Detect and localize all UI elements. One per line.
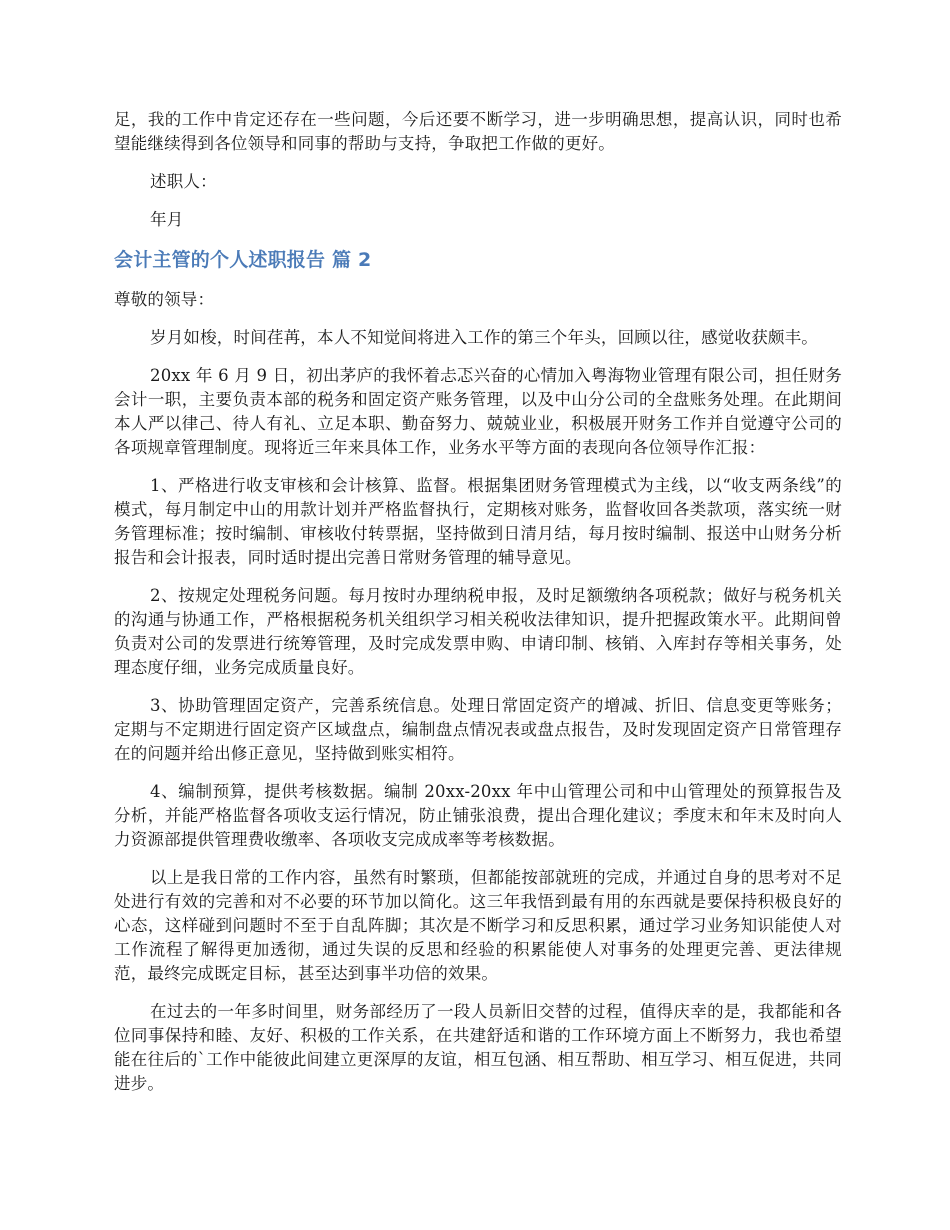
body-paragraph-item-1: 1、严格进行收支审核和会计核算、监督。根据集团财务管理模式为主线，以“收支两条线”的模式，每月制定中山的用款计划并严格监督执行，定期核对账务，监督收回各类款项，落实统一财务管理标准；按时编制、审核收付转票据，坚持做到日清月结，每月按时编制、报送中山财务分析报告和会计报表，同时适时提出完善日常财务管理的辅导意见。: [114, 476, 842, 567]
body-paragraph-item-2: 2、按规定处理税务问题。每月按时办理纳税申报，及时足额缴纳各项税款；做好与税务机关的沟通与协通工作，严格根据税务机关组织学习相关税收法律知识，提升把握政策水平。此期间曾负责对公司的发票进行统筹管理，及时完成发票申购、申请印制、核销、入库封存等相关事务，处理态度仔细，业务完成质量良好。: [114, 586, 842, 677]
intro-continuation-paragraph: 足，我的工作中肯定还存在一些问题，今后还要不断学习，进一步明确思想，提高认识，同时也希望能继续得到各位领导和同事的帮助与支持，争取把工作做的更好。: [114, 110, 842, 153]
body-paragraph-item-3: 3、协助管理固定资产，完善系统信息。处理日常固定资产的增减、折旧、信息变更等账务；定期与不定期进行固定资产区域盘点，编制盘点情况表或盘点报告，及时发现固定资产日常管理存在的问题并给出修正意见，坚持做到账实相符。: [114, 696, 842, 763]
reporter-label: 述职人：: [150, 172, 217, 191]
salutation: 尊敬的领导：: [114, 290, 215, 309]
body-paragraph-closing: 在过去的一年多时间里，财务部经历了一段人员新旧交替的过程，值得庆幸的是，我都能和各位同事保持和睦、友好、积极的工作关系，在共建舒适和谐的工作环境方面上不断努力，我也希望能在往后的`工作中能彼此间建立更深厚的友谊，相互包涵、相互帮助、相互学习、相互促进，共同进步。: [114, 1002, 842, 1093]
body-paragraph-summary: 以上是我日常的工作内容，虽然有时繁琐，但都能按部就班的完成，并通过自身的思考对不足处进行有效的完善和对不必要的环节加以简化。这三年我悟到最有用的东西就是要保持积极良好的心态，这样碰到问题时不至于自乱阵脚；其次是不断学习和反思积累，通过学习业务知识能使人对工作流程了解得更加透彻，通过失误的反思和经验的积累能使人对事务的处理更完善、更法律规范，最终完成既定目标，甚至达到事半功倍的效果。: [114, 868, 842, 983]
section-heading: 会计主管的个人述职报告 篇 2: [114, 249, 372, 271]
date-label: 年月: [150, 210, 184, 229]
body-paragraph-item-4: 4、编制预算，提供考核数据。编制 20xx-20xx 年中山管理公司和中山管理处的预算报告及分析，并能严格监督各项收支运行情况，防止铺张浪费，提出合理化建议；季度末和年末及时向人力资源部提供管理费收缴率、各项收支完成成率等考核数据。: [114, 782, 842, 849]
body-paragraph-background: 20xx 年 6 月 9 日，初出茅庐的我怀着忐忑兴奋的心情加入粤海物业管理有限公司，担任财务会计一职，主要负责本部的税务和固定资产账务管理，以及中山分公司的全盘账务处理。在此期间本人严以律己、待人有礼、立足本职、勤奋努力、兢兢业业，积极展开财务工作并自觉遵守公司的各项规章管理制度。现将近三年来具体工作，业务水平等方面的表现向各位领导作汇报：: [114, 366, 842, 457]
document-page: [114, 108, 842, 1110]
body-paragraph-opening: 岁月如梭，时间荏苒，本人不知觉间将进入工作的第三个年头，回顾以往，感觉收获颇丰。: [150, 328, 818, 347]
